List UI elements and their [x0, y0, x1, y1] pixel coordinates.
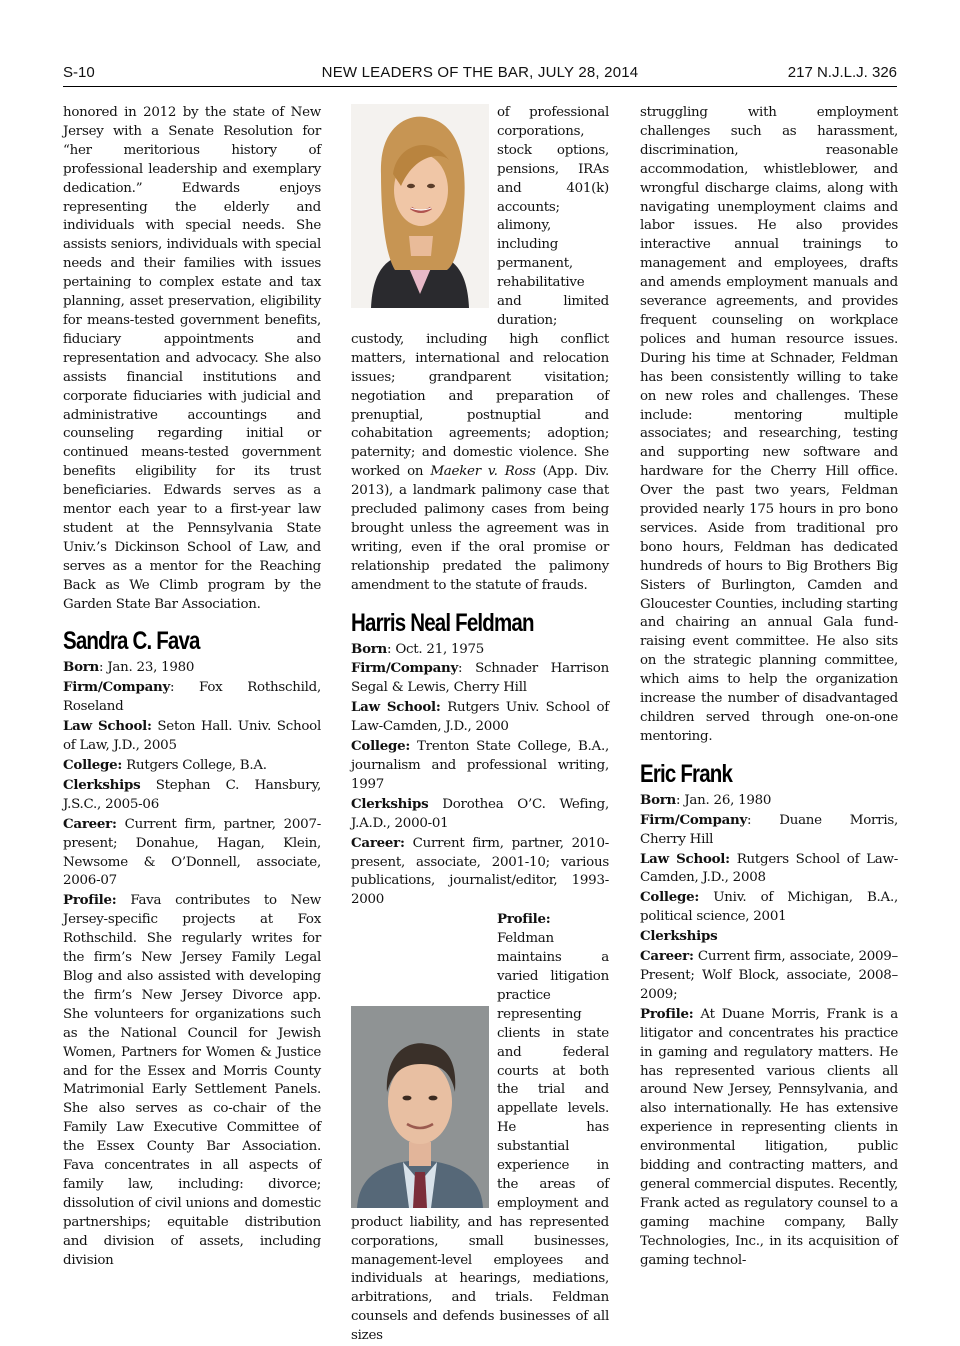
column-3: [640, 104, 898, 1270]
case-citation: Maeker v. Ross: [430, 464, 536, 480]
frank-clerkships: Clerkships: [640, 928, 718, 945]
fava-portrait-image: [351, 104, 489, 308]
fava-profile: Profile: Fava contributes to New Jersey-specific projects at Fox Rothschild. She regularly writes for the firm’s New Jersey Family Legal Blog and also assisted with developing the firm’s New Jersey Divorce app. She volunteers for organizations such as the National Council for Jewish Women, Partners for Women & Justice and for the Essex and Morris County Matrimonial Early Settlement Panels. She also serves as co-chair of the Family Law Executive Committee of the Essex County Bar Association. Fava concentrates in all aspects of family law, including: divorce; dissolution of civil unions and domestic partnerships; equitable distribution and division of assets, including division: [63, 892, 321, 1268]
fava-name: Sandra C. Fava: [63, 627, 200, 656]
feldman-college: College: Trenton State College, B.A., journalism and professional writing, 1997: [351, 738, 609, 792]
fava-profile-continued: of professional corporations, stock options, pensions, IRAs and 401(k) accounts; alimony, including permanent, rehabilitative and limited duration; custody, including high conflict matters, international and relocation issues; grandparent visitation; negotiation and preparation of prenuptial, postnuptial and cohabitation agreements; adoption; paternity; and domestic violence. She worked on Maeker v. Ross (App. Div. 2013), a landmark palimony case that precluded palimony cases from being brought unless the agreement was in writing, even if the oral promise or relationship predated the palimony amendment to the statute of frauds.: [351, 105, 610, 593]
feldman-born: Born: Oct. 21, 1975: [351, 640, 485, 657]
fava-college: College: Rutgers College, B.A.: [63, 757, 267, 773]
feldman-law-school: Law School: Rutgers Univ. School of Law-Camden, J.D., 2000: [351, 699, 610, 735]
feldman-photo: [351, 1006, 489, 1208]
frank-born: Born: Jan. 26, 1980: [640, 791, 772, 808]
frank-profile: Profile: At Duane Morris, Frank is a litigator and concentrates his practice in gaming and regulatory matters. He has represented various clients all around New Jersey, Pennsylvania, and also internationally. He has extensive experience in representing clients in environmental litigation, public bidding and contracting matters, and general commercial disputes. Recently, Frank acted as regulatory counsel to a gaming machine company, Bally Technologies, Inc., in its acquisition of gaming technol-: [640, 1005, 898, 1268]
frank-college: College: Univ. of Michigan, B.A., political science, 2001: [640, 889, 898, 925]
feldman-clerkships: Clerkships Dorothea O’C. Wefing, J.A.D., 2000-01: [351, 795, 609, 831]
frank-career: Career: Current firm, associate, 2009–Present; Wolf Block, associate, 2008–2009;: [640, 948, 898, 1002]
feldman-profile: Profile: Feldman maintains a varied litigation practice representing clients in state and federal courts at both the trial and appellate levels. He has substantial experience in the areas of employment and product liability, and has represented corporations, small businesses, management-level employees and individuals at hearings, mediations, arbitrations, and trials. Feldman counsels and defends businesses of all sizes: [351, 911, 609, 1344]
frank-name: Eric Frank: [640, 759, 733, 788]
frank-firm: Firm/Company: Duane Morris, Cherry Hill: [640, 811, 898, 847]
publication-title: NEW LEADERS OF THE BAR, JULY 28, 2014: [321, 64, 639, 81]
feldman-profile-continued: struggling with employment challenges such as harassment, discrimination, reasonable accommodation, whistleblower, and wrongful discharge claims, along with navigating unemployment claims and labor issues. He also provides interactive annual trainings to management and employees, drafts and amends employment manuals and severance agreements, and provides frequent counseling on workplace polices and human resource issues. During his time at Schnader, Feldman has been consistently willing to take on new roles and challenges. These include: mentoring multiple associates; and researching, testing and supporting new software and hardware for the Cherry Hill office. Over the past two years, Feldman provided nearly 175 hours in pro bono services. Aside from traditional pro bono hours, Feldman has dedicated hundreds of hours to Big Brothers Big Sisters of Burlington, Camden and Gloucester Counties, including starting and chairing an annual Gala fund-raising event committee. He also sits on the strategic planning committee, which aims to help the organization increase the number of disadvantaged children served through one-on-one mentoring.: [640, 105, 898, 744]
citation: 217 N.J.L.J. 326: [787, 64, 897, 81]
fava-career: Career: Current firm, partner, 2007-present; Donahue, Hagan, Klein, Newsome & O’Donnell, associate, 2006-07: [63, 815, 321, 889]
fava-law-school: Law School: Seton Hall. Univ. School of Law, J.D., 2005: [63, 718, 322, 754]
feldman-career: Career: Current firm, partner, 2010-present, associate, 2001-10; various publications, journalist/editor, 1993-2000: [351, 834, 609, 908]
feldman-name: Harris Neal Feldman: [351, 608, 534, 637]
fava-born: Born: Jan. 23, 1980: [63, 659, 195, 676]
column-2: [351, 104, 609, 1346]
fava-firm: Firm/Company: Fox Rothschild, Roseland: [63, 679, 321, 715]
frank-law-school: Law School: Rutgers School of Law-Camden, J.D., 2008: [640, 850, 898, 886]
feldman-portrait-image: [351, 1006, 489, 1208]
column-1: [63, 104, 321, 1270]
page-number: S-10: [63, 64, 95, 81]
fava-photo: [351, 104, 489, 308]
fava-clerkships: Clerkships Stephan C. Hansbury, J.S.C., 2005-06: [63, 776, 321, 812]
edwards-profile-continued: honored in 2012 by the state of New Jersey with a Senate Resolution for “her meritorious history of professional leadership and exemplary dedication.” Edwards enjoys representing the elderly and individuals with special needs. She assists seniors, individuals with special needs and their families with issues pertaining to complex estate and tax planning, asset preservation, eligibility for means-tested government benefits, fiduciary appointments and representation and advocacy. She also assists financial institutions and corporate fiduciaries with judicial and administrative accountings and counseling regarding initial or continued means-tested government benefits eligibility for its trust beneficiaries. Edwards serves as a mentor each year to a first-year law student at the Pennsylvania State Univ.’s Dickinson School of Law, and serves as a mentor for the Reaching Back as We Climb program by the Garden State Bar Association.: [63, 105, 321, 612]
page-header: [63, 62, 897, 87]
feldman-firm: Firm/Company: Schnader Harrison Segal & Lewis, Cherry Hill: [351, 660, 609, 696]
